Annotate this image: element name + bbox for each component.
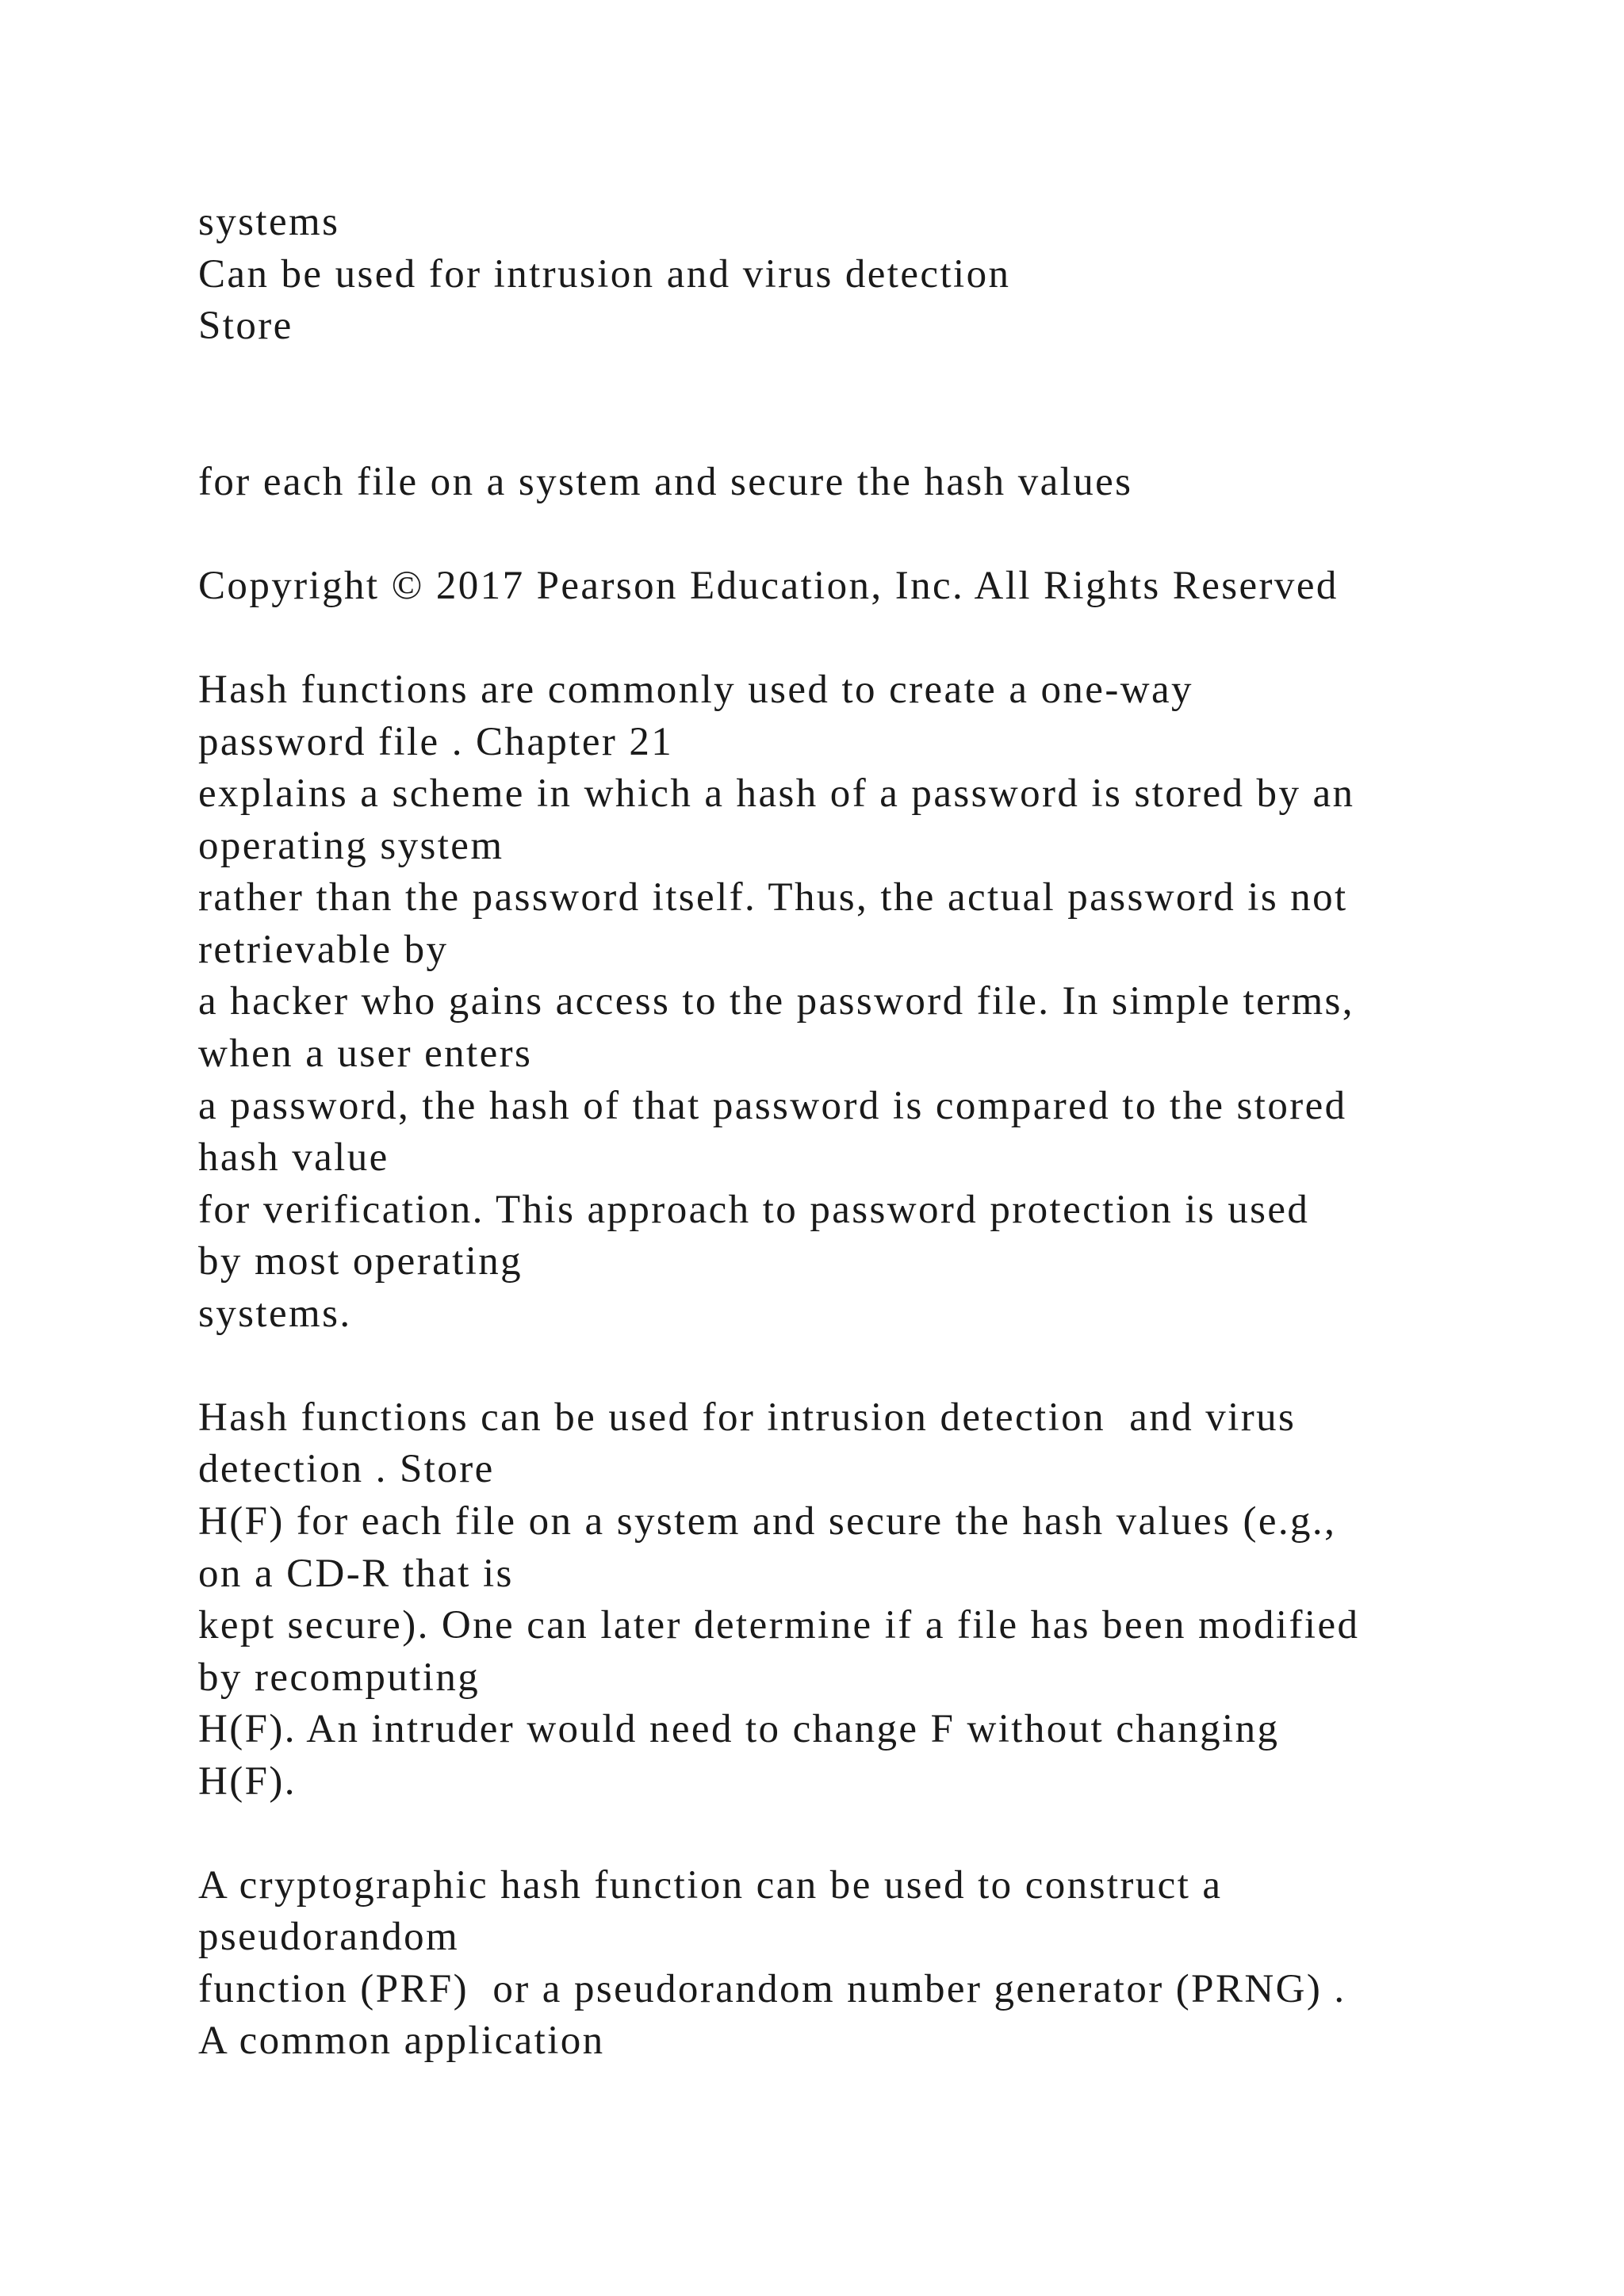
text-line: password file . Chapter 21: [198, 720, 674, 764]
text-line: Can be used for intrusion and virus detection: [198, 252, 1011, 297]
text-line: kept secure). One can later determine if a file has been modified: [198, 1603, 1360, 1647]
text-line: systems.: [198, 1292, 352, 1336]
text-line: Hash functions can be used for intrusion detection and virus: [198, 1395, 1297, 1440]
text-line: retrievable by: [198, 928, 449, 972]
text-line: for each file on a system and secure the hash values: [198, 460, 1133, 504]
text-line: systems: [198, 200, 340, 244]
copyright-line: Copyright © 2017 Pearson Education, Inc. All Rights Reserved: [198, 564, 1339, 608]
text-line: when a user enters: [198, 1031, 533, 1076]
text-line: for verification. This approach to password protection is used: [198, 1188, 1310, 1232]
text-line: Hash functions are commonly used to create a one-way: [198, 668, 1193, 712]
text-line: operating system: [198, 824, 504, 868]
text-line: on a CD-R that is: [198, 1552, 514, 1596]
text-line: explains a scheme in which a hash of a password is stored by an: [198, 771, 1355, 816]
text-line: H(F) for each file on a system and secure the hash values (e.g.,: [198, 1499, 1337, 1544]
text-line: detection . Store: [198, 1447, 495, 1491]
text-line: A common application: [198, 2019, 605, 2063]
text-line: a hacker who gains access to the password file. In simple terms,: [198, 979, 1354, 1024]
text-line: a password, the hash of that password is compared to the stored: [198, 1084, 1347, 1128]
text-line: rather than the password itself. Thus, the actual password is not: [198, 875, 1348, 920]
text-line: by recomputing: [198, 1655, 481, 1700]
text-line: function (PRF) or a pseudorandom number generator (PRNG) .: [198, 1967, 1346, 2011]
text-line: by most operating: [198, 1239, 523, 1284]
text-line: A cryptographic hash function can be used to construct a: [198, 1863, 1223, 1908]
text-line: pseudorandom: [198, 1915, 460, 1959]
text-line: hash value: [198, 1135, 389, 1180]
text-line: Store: [198, 304, 293, 348]
text-line: H(F).: [198, 1759, 297, 1804]
text-line: H(F). An intruder would need to change F without changing: [198, 1707, 1280, 1751]
